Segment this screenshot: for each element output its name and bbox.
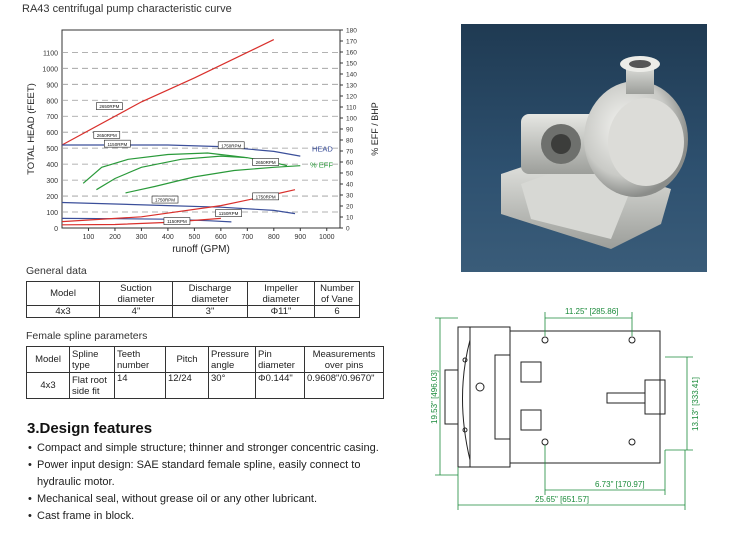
rpm-label: 1150RPM [107, 141, 128, 147]
x-tick-label: 300 [135, 234, 148, 241]
y2-tick-label: 160 [346, 49, 357, 57]
x-axis-label: runoff (GPM) [172, 244, 230, 255]
gd-header: Model [27, 282, 100, 306]
gd-cell: Φ11" [248, 306, 315, 318]
y2-tick-label: 40 [346, 181, 354, 189]
x-tick-label: 1000 [318, 234, 335, 241]
y-tick-label: 1000 [42, 66, 58, 74]
dimension-lines [435, 312, 693, 510]
sp-cell: 30° [209, 373, 256, 399]
sp-header: Spline type [70, 347, 115, 373]
y-tick-label: 100 [46, 210, 58, 218]
list-item: • Mechanical seal, without grease oil or any other lubricant. [28, 491, 388, 508]
y2-tick-label: 80 [346, 137, 354, 145]
x-tick-label: 800 [267, 234, 280, 241]
general-data-table [26, 281, 360, 318]
dim-height-left: 19.53" [496.03] [430, 370, 439, 424]
gd-header: Number of Vane [315, 282, 360, 306]
sp-header: Measurements over pins [305, 347, 384, 373]
rpm-label: 1150RPM [218, 211, 239, 217]
sp-cell: 0.9608"/0.9670" [305, 373, 384, 399]
y2-tick-label: 60 [346, 159, 354, 167]
x-tick-label: 900 [294, 234, 307, 241]
x-tick-label: 700 [241, 234, 254, 241]
y-tick-label: 300 [46, 178, 58, 186]
y-tick-label: 200 [46, 194, 58, 202]
rpm-label: 1750RPM [155, 197, 176, 203]
y2-tick-label: 120 [346, 93, 357, 101]
sp-cell: 4x3 [27, 373, 70, 399]
dim-bolt-span: 6.73" [170.97] [595, 480, 645, 489]
rpm-label: 2650RPM [99, 104, 120, 110]
rpm-label: 1750RPM [255, 194, 276, 200]
gd-cell: 4x3 [27, 306, 100, 318]
x-tick-label: 500 [188, 234, 201, 241]
y2-tick-label: 70 [346, 148, 354, 156]
sp-cell: 14 [115, 373, 166, 399]
sp-cell: Flat root side fit [70, 373, 115, 399]
y2-tick-label: 0 [346, 225, 350, 233]
x-tick-label: 100 [82, 234, 95, 241]
list-item: • Power input design: SAE standard female spline, easily connect to hydraulic motor. [28, 457, 388, 491]
pump-curve-chart [0, 0, 400, 262]
y2-axis-label: % EFF / BHP [370, 102, 380, 156]
y2-tick-label: 10 [346, 214, 354, 222]
chart-title: RA43 centrifugal pump characteristic curve [22, 3, 232, 15]
y-tick-label: 600 [46, 130, 58, 138]
sp-header: Pin diameter [256, 347, 305, 373]
design-features-title: 3.Design features [27, 420, 153, 437]
head-label: HEAD [312, 144, 333, 154]
pump-photo [461, 24, 707, 272]
y2-tick-label: 50 [346, 170, 354, 178]
pump-outline [445, 327, 665, 467]
y-tick-label: 0 [54, 226, 58, 233]
list-item: • Compact and simple structure; thinner and stronger concentric casing. [28, 440, 388, 457]
y2-tick-label: 100 [346, 115, 357, 123]
gd-cell: 4" [100, 306, 173, 318]
sp-cell: Φ0.144" [256, 373, 305, 399]
gd-header: Discharge diameter [173, 282, 248, 306]
y-axis-label: TOTAL HEAD (FEET) [26, 83, 37, 175]
y2-tick-label: 90 [346, 126, 354, 134]
dim-total-length: 25.65" [651.57] [535, 495, 589, 504]
y2-tick-label: 30 [346, 192, 354, 200]
gd-header: Impeller diameter [248, 282, 315, 306]
y2-tick-label: 110 [346, 104, 357, 112]
gd-cell: 6 [315, 306, 360, 318]
sp-header: Model [27, 347, 70, 373]
x-tick-label: 400 [162, 234, 174, 241]
sp-header: Pressure angle [209, 347, 256, 373]
rpm-label: 2650RPM [96, 132, 117, 138]
y2-tick-label: 170 [346, 38, 357, 46]
x-tick-label: 200 [109, 234, 121, 241]
sp-header: Pitch [166, 347, 209, 373]
y-tick-label: 400 [46, 162, 58, 170]
dim-width-top: 11.25" [285.86] [565, 307, 619, 316]
gd-header: Suction diameter [100, 282, 173, 306]
y-tick-label: 500 [46, 146, 58, 154]
list-item: • Cast frame in block. [28, 508, 388, 525]
sp-cell: 12/24 [166, 373, 209, 399]
plot-area [62, 30, 340, 228]
gd-cell: 3" [173, 306, 248, 318]
y2-tick-label: 180 [346, 27, 357, 35]
design-features-list [28, 440, 388, 525]
x-tick-label: 600 [215, 234, 227, 241]
spline-label: Female spline parameters [26, 330, 148, 342]
rpm-label: 2650RPM [255, 160, 276, 166]
pump-illustration [461, 24, 707, 272]
general-data-label: General data [26, 265, 87, 277]
y-tick-label: 1100 [42, 50, 58, 58]
eff-label: % EFF [310, 160, 333, 170]
y2-tick-label: 130 [346, 82, 357, 90]
y2-tick-label: 140 [346, 71, 357, 79]
spline-table [26, 346, 384, 399]
sp-header: Teeth number [115, 347, 166, 373]
y-tick-label: 900 [46, 82, 58, 90]
dimension-drawing [425, 300, 725, 530]
dim-height-right: 13.13" [333.41] [691, 377, 700, 431]
y-tick-label: 800 [46, 98, 58, 106]
rpm-label: 1750RPM [221, 143, 242, 149]
y-tick-label: 700 [46, 114, 58, 122]
y2-tick-label: 150 [346, 60, 357, 68]
rpm-label: 1150RPM [167, 219, 187, 225]
y2-tick-label: 20 [346, 203, 354, 211]
